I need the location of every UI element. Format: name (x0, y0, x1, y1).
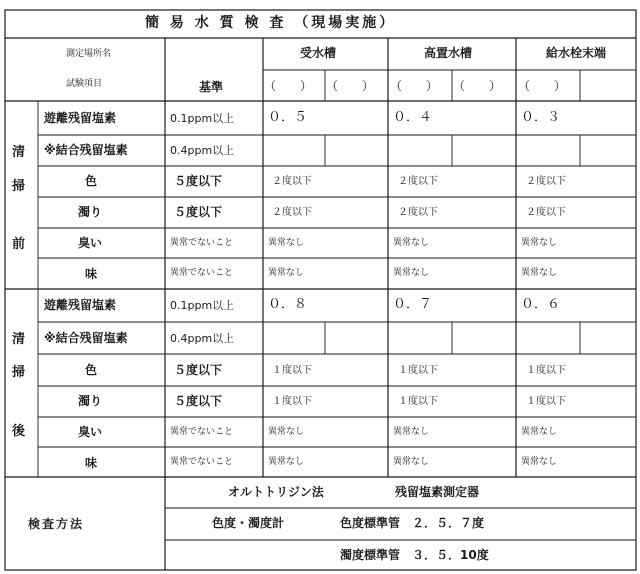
result-value: 異常なし (393, 427, 430, 437)
item-name: 味 (85, 456, 98, 470)
item-name: ※結合残留塩素 (44, 331, 128, 345)
paren-cell: （ ） (326, 79, 375, 93)
item-name: 色 (85, 174, 98, 188)
result-value: ０．４ (393, 110, 433, 125)
item-name: 遊離残留塩素 (44, 298, 117, 312)
method-color-standard-tube: 色度標準管 ２．５．７度 (340, 516, 485, 530)
result-value: １度以下 (526, 365, 566, 376)
method-color-turbidity-meter: 色度・濁度計 (212, 516, 285, 530)
item-name: ※結合残留塩素 (44, 143, 128, 157)
phase-label-char: 清 (12, 145, 26, 160)
standard-value: 0.4ppm以上 (170, 332, 235, 345)
paren-cell: （ ） (390, 79, 439, 93)
result-value: 異常なし (393, 457, 430, 467)
result-value: ２度以下 (398, 176, 438, 187)
result-value: ０．７ (393, 297, 433, 312)
result-value: 異常なし (393, 238, 430, 248)
location-receiving-tank: 受水槽 (300, 46, 337, 60)
phase-label-char: 掃 (12, 365, 26, 380)
result-value: 異常なし (268, 238, 305, 248)
result-value: ０．５ (268, 110, 308, 125)
paren-cell: （ ） (453, 79, 502, 93)
item-name: 臭い (78, 236, 103, 250)
item-name: 濁り (78, 394, 103, 408)
phase-label-char: 前 (12, 237, 26, 252)
result-value: 異常なし (521, 268, 558, 278)
result-value: １度以下 (398, 365, 438, 376)
result-value: ２度以下 (272, 176, 312, 187)
method-orthotolidine: オルトトリジン法 (228, 485, 324, 499)
standard-value: ５度以下 (174, 174, 223, 188)
phase-label-char: 掃 (12, 179, 26, 194)
result-value: １度以下 (272, 365, 312, 376)
result-value: １度以下 (398, 396, 438, 407)
location-tap-end: 給水栓末端 (546, 46, 607, 60)
item-label: 試験項目 (66, 79, 103, 89)
result-value: 異常なし (268, 268, 305, 278)
phase-label-char: 後 (12, 424, 26, 439)
standard-value: 異常でないこと (170, 427, 234, 437)
sheet-title: 簡 易 水 質 検 査 （現場実施） (145, 15, 397, 31)
result-value: 異常なし (521, 457, 558, 467)
result-value: １度以下 (526, 396, 566, 407)
result-value: ２度以下 (272, 207, 312, 218)
result-value: 異常なし (521, 427, 558, 437)
paren-cell: （ ） (264, 79, 313, 93)
standard-value: 異常でないこと (170, 268, 234, 278)
item-name: 味 (85, 267, 98, 281)
item-name: 濁り (78, 205, 103, 219)
standard-value: 0.1ppm以上 (170, 112, 235, 125)
result-value: ２度以下 (526, 207, 566, 218)
paren-cell: （ ） (518, 79, 567, 93)
result-value: ０．６ (521, 297, 561, 312)
phase-label-char: 清 (12, 332, 26, 347)
standard-value: ５度以下 (174, 363, 223, 377)
result-value: 異常なし (521, 238, 558, 248)
standard-value: ５度以下 (174, 205, 223, 219)
result-value: １度以下 (272, 396, 312, 407)
item-name: 遊離残留塩素 (44, 111, 117, 125)
result-value: ０．３ (521, 110, 561, 125)
result-value: 異常なし (268, 457, 305, 467)
location-elevated-tank: 高置水槽 (424, 46, 473, 60)
method-label: 検査方法 (28, 517, 85, 531)
method-chlorine-meter: 残留塩素測定器 (395, 485, 480, 499)
place-label: 測定場所名 (66, 49, 112, 59)
standard-value: ５度以下 (174, 394, 223, 408)
method-turbidity-standard-tube: 濁度標準管 ３．５．10度 (340, 548, 489, 562)
standard-value: 0.1ppm以上 (170, 299, 235, 312)
result-value: 異常なし (268, 427, 305, 437)
result-value: ０．８ (268, 297, 308, 312)
standard-value: 異常でないこと (170, 238, 234, 248)
standard-value: 0.4ppm以上 (170, 144, 235, 157)
standard-label: 基準 (199, 80, 224, 94)
item-name: 臭い (78, 425, 103, 439)
result-value: ２度以下 (398, 207, 438, 218)
item-name: 色 (85, 363, 98, 377)
result-value: ２度以下 (526, 176, 566, 187)
standard-value: 異常でないこと (170, 457, 234, 467)
result-value: 異常なし (393, 268, 430, 278)
